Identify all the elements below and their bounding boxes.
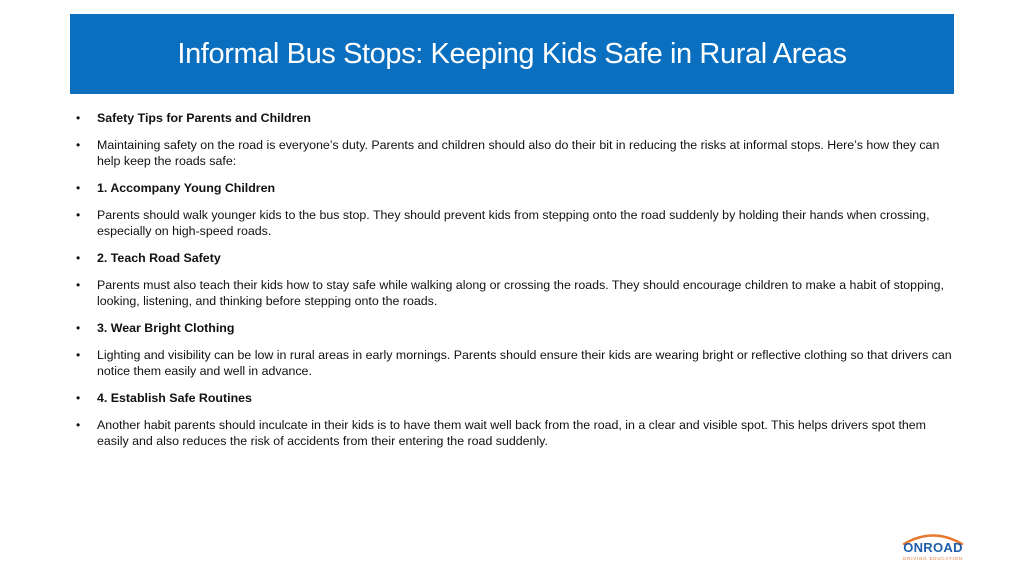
title-banner (70, 14, 954, 94)
bullet-list (76, 110, 954, 460)
logo-name: ONROAD (903, 540, 963, 555)
bullet-text: Maintaining safety on the road is everyone’s duty. Parents and children should also do their bit in reducing the risks at informal stops. Here’s how they can help keep the roads safe: (97, 138, 940, 168)
bullet-item (76, 137, 954, 169)
bullet-dot-icon: • (76, 251, 81, 265)
bullet-text: Another habit parents should inculcate in their kids is to have them wait well back from the road, in a clear and visible spot. This helps drivers spot them easily and also reduces the risk of accidents from their entering the road suddenly. (97, 418, 926, 448)
bullet-dot-icon: • (76, 111, 81, 125)
bullet-item (76, 250, 954, 266)
bullet-dot-icon: • (76, 181, 81, 195)
bullet-dot-icon: • (76, 138, 81, 152)
bullet-dot-icon: • (76, 418, 81, 432)
bullet-dot-icon: • (76, 321, 81, 335)
logo-tagline: DRIVING EDUCATION (903, 556, 963, 561)
bullet-text: 2. Teach Road Safety (97, 251, 221, 265)
bullet-text: Safety Tips for Parents and Children (97, 111, 311, 125)
bullet-dot-icon: • (76, 278, 81, 292)
bullet-item (76, 180, 954, 196)
page-title: Informal Bus Stops: Keeping Kids Safe in Rural Areas (177, 37, 847, 70)
bullet-text: Parents should walk younger kids to the bus stop. They should prevent kids from stepping onto the road suddenly by holding their hands when crossing, especially on high-speed roads. (97, 208, 930, 238)
bullet-item (76, 417, 954, 449)
bullet-item (76, 277, 954, 309)
bullet-item (76, 110, 954, 126)
bullet-dot-icon: • (76, 208, 81, 222)
onroad-logo (896, 531, 970, 565)
bullet-dot-icon: • (76, 391, 81, 405)
bullet-text: Lighting and visibility can be low in rural areas in early mornings. Parents should ensure their kids are wearing bright or reflective clothing so that drivers can notice them easily and well in advance. (97, 348, 952, 378)
bullet-item (76, 390, 954, 406)
bullet-dot-icon: • (76, 348, 81, 362)
bullet-text: 4. Establish Safe Routines (97, 391, 252, 405)
bullet-text: Parents must also teach their kids how to stay safe while walking along or crossing the roads. They should encourage children to make a habit of stopping, looking, listening, and thinking before stepping onto the roads. (97, 278, 944, 308)
bullet-text: 1. Accompany Young Children (97, 181, 276, 195)
bullet-text: 3. Wear Bright Clothing (97, 321, 235, 335)
bullet-item (76, 320, 954, 336)
bullet-item (76, 207, 954, 239)
bullet-item (76, 347, 954, 379)
